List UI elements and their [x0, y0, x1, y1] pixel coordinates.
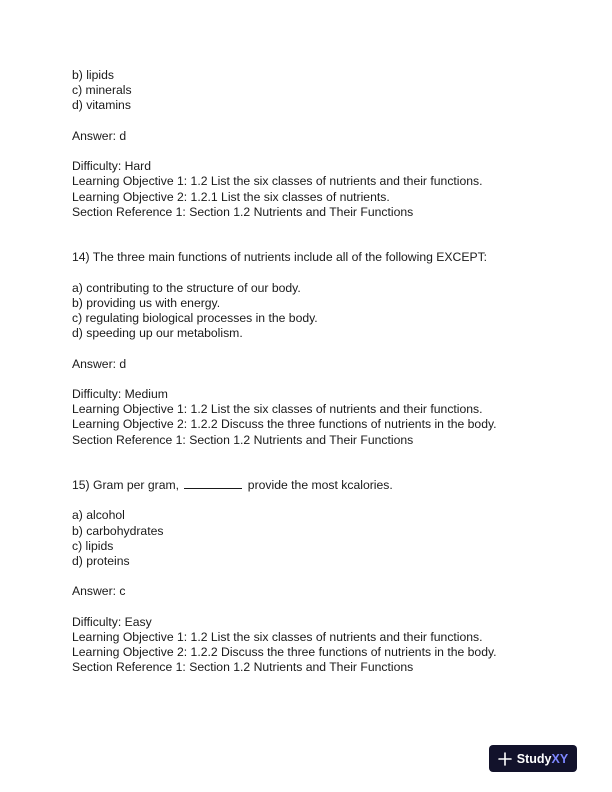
answer-blank: [184, 478, 242, 489]
brand-logo: StudyXY: [516, 751, 569, 766]
option-d: d) vitamins: [72, 98, 131, 113]
option-d: d) speeding up our metabolism.: [72, 326, 243, 341]
question-15: [72, 478, 552, 493]
section-reference: Section Reference 1: Section 1.2 Nutrients and Their Functions: [72, 432, 414, 447]
option-b: b) carbohydrates: [72, 523, 164, 538]
option-c: c) regulating biological processes in the body.: [72, 311, 318, 326]
option-a: a) contributing to the structure of our body.: [72, 280, 301, 295]
option-b: b) providing us with energy.: [72, 295, 221, 310]
difficulty: Difficulty: Hard: [72, 159, 152, 174]
option-c: c) minerals: [72, 83, 132, 98]
difficulty: Difficulty: Medium: [72, 386, 168, 401]
learning-objective-2: Learning Objective 2: 1.2.2 Discuss the three functions of nutrients in the body.: [72, 417, 497, 432]
answer: Answer: c: [72, 584, 126, 599]
section-reference: Section Reference 1: Section 1.2 Nutrients and Their Functions: [72, 204, 414, 219]
difficulty: Difficulty: Easy: [72, 614, 152, 629]
option-a: a) alcohol: [72, 508, 125, 523]
learning-objective-1: Learning Objective 1: 1.2 List the six classes of nutrients and their functions.: [72, 174, 483, 189]
plus-icon: [498, 752, 512, 766]
answer: Answer: d: [72, 356, 127, 371]
section-reference: Section Reference 1: Section 1.2 Nutrients and Their Functions: [72, 660, 414, 675]
option-c: c) lipids: [72, 538, 114, 553]
learning-objective-1: Learning Objective 1: 1.2 List the six classes of nutrients and their functions.: [72, 629, 483, 644]
studyxy-badge[interactable]: [489, 745, 577, 772]
learning-objective-1: Learning Objective 1: 1.2 List the six classes of nutrients and their functions.: [72, 402, 483, 417]
document-page: [72, 68, 552, 676]
learning-objective-2: Learning Objective 2: 1.2.1 List the six classes of nutrients.: [72, 189, 390, 204]
answer: Answer: d: [72, 128, 127, 143]
learning-objective-2: Learning Objective 2: 1.2.2 Discuss the three functions of nutrients in the body.: [72, 645, 497, 660]
option-b: b) lipids: [72, 68, 114, 82]
question-15-suffix: provide the most kcalories.: [247, 478, 393, 493]
question-15-prefix: 15) Gram per gram,: [72, 478, 180, 493]
option-d: d) proteins: [72, 554, 130, 569]
question-14: 14) The three main functions of nutrients include all of the following EXCEPT:: [72, 250, 488, 265]
